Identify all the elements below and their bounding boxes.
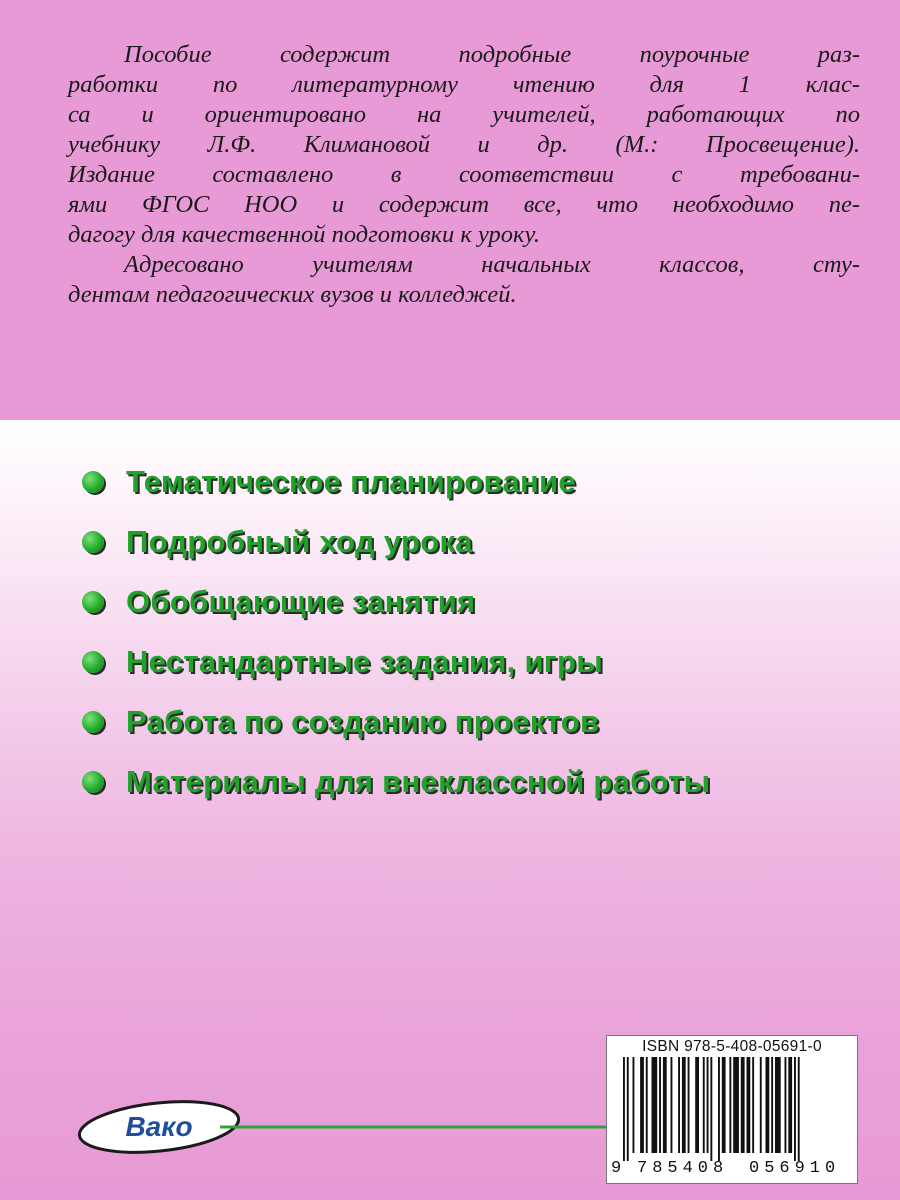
desc-line: Издание составлено в соответствии с требовани- xyxy=(68,161,860,188)
barcode-bar xyxy=(733,1057,739,1153)
barcode-bar xyxy=(785,1057,787,1153)
green-bullet-icon xyxy=(82,591,104,613)
green-bullet-icon xyxy=(82,531,104,553)
publisher-logo xyxy=(74,1098,244,1156)
description-paragraph-1 xyxy=(68,40,860,250)
barcode-digits xyxy=(611,1159,855,1181)
barcode-bar xyxy=(788,1057,792,1153)
feature-label: Нестандартные задания, игры xyxy=(126,644,604,679)
feature-list xyxy=(82,452,882,812)
desc-line: дагогу для качественной подготовки к уроку. xyxy=(68,221,540,248)
barcode-digit-lead: 9 xyxy=(611,1159,622,1178)
barcode-bar xyxy=(766,1057,770,1153)
desc-line: Адресовано учителям начальных классов, сту- xyxy=(124,251,860,278)
barcode-bar xyxy=(627,1057,629,1161)
desc-line: ями ФГОС НОО и содержит все, что необходимо пе- xyxy=(68,191,860,218)
logo-text: Вако xyxy=(125,1111,193,1142)
barcode-box xyxy=(606,1035,858,1184)
barcode-bar xyxy=(678,1057,680,1153)
feature-label: Подробный ход урока xyxy=(126,524,473,559)
barcode-bar xyxy=(703,1057,705,1153)
description-block xyxy=(68,40,860,310)
feature-item xyxy=(82,692,882,752)
feature-label: Тематическое планирование xyxy=(126,464,576,499)
barcode-bar xyxy=(741,1057,745,1153)
barcode-bar xyxy=(688,1057,690,1153)
green-bullet-icon xyxy=(82,651,104,673)
feature-label: Материалы для внеклассной работы xyxy=(126,764,711,799)
barcode-bar xyxy=(775,1057,781,1153)
desc-line: учебнику Л.Ф. Климановой и др. (М.: Просвещение). xyxy=(68,131,860,158)
barcode-digits-right: 056910 xyxy=(749,1159,841,1178)
green-bullet-icon xyxy=(82,711,104,733)
barcode-bar xyxy=(771,1057,773,1153)
desc-line: работки по литературному чтению для 1 клас- xyxy=(68,71,860,98)
feature-label: Обобщающие занятия xyxy=(126,584,476,619)
logo-underline xyxy=(220,1123,610,1131)
feature-label: Работа по созданию проектов xyxy=(126,704,600,739)
barcode-bar xyxy=(752,1057,754,1153)
barcode-bar xyxy=(682,1057,686,1153)
barcode-bar xyxy=(760,1057,762,1153)
feature-item xyxy=(82,632,882,692)
barcode-bar xyxy=(663,1057,667,1153)
barcode-digits-left: 785408 xyxy=(637,1159,729,1178)
barcode-bar xyxy=(652,1057,658,1153)
barcode-bar xyxy=(695,1057,699,1153)
barcode-bar xyxy=(798,1057,800,1161)
barcode-bar xyxy=(718,1057,720,1161)
feature-item xyxy=(82,752,882,812)
barcode-bar xyxy=(722,1057,726,1153)
barcode-bar xyxy=(633,1057,635,1153)
barcode-bar xyxy=(659,1057,661,1153)
barcode-bars xyxy=(623,1057,849,1161)
desc-line: Пособие содержит подробные поурочные раз- xyxy=(124,41,860,68)
barcode-bar xyxy=(794,1057,796,1161)
desc-line: са и ориентировано на учителей, работающих по xyxy=(68,101,860,128)
barcode-bar xyxy=(707,1057,709,1153)
barcode-bar xyxy=(747,1057,751,1153)
feature-item xyxy=(82,572,882,632)
barcode-bar xyxy=(710,1057,712,1161)
feature-item xyxy=(82,452,882,512)
barcode-bar xyxy=(640,1057,644,1153)
green-bullet-icon xyxy=(82,771,104,793)
isbn-label: ISBN 978-5-408-05691-0 xyxy=(642,1038,822,1055)
barcode-bar xyxy=(671,1057,673,1153)
barcode-bar xyxy=(729,1057,731,1153)
desc-line: дентам педагогических вузов и колледжей. xyxy=(68,281,517,308)
green-bullet-icon xyxy=(82,471,104,493)
barcode-bar xyxy=(623,1057,625,1161)
description-paragraph-2 xyxy=(68,250,860,310)
barcode-bar xyxy=(646,1057,648,1153)
feature-item xyxy=(82,512,882,572)
